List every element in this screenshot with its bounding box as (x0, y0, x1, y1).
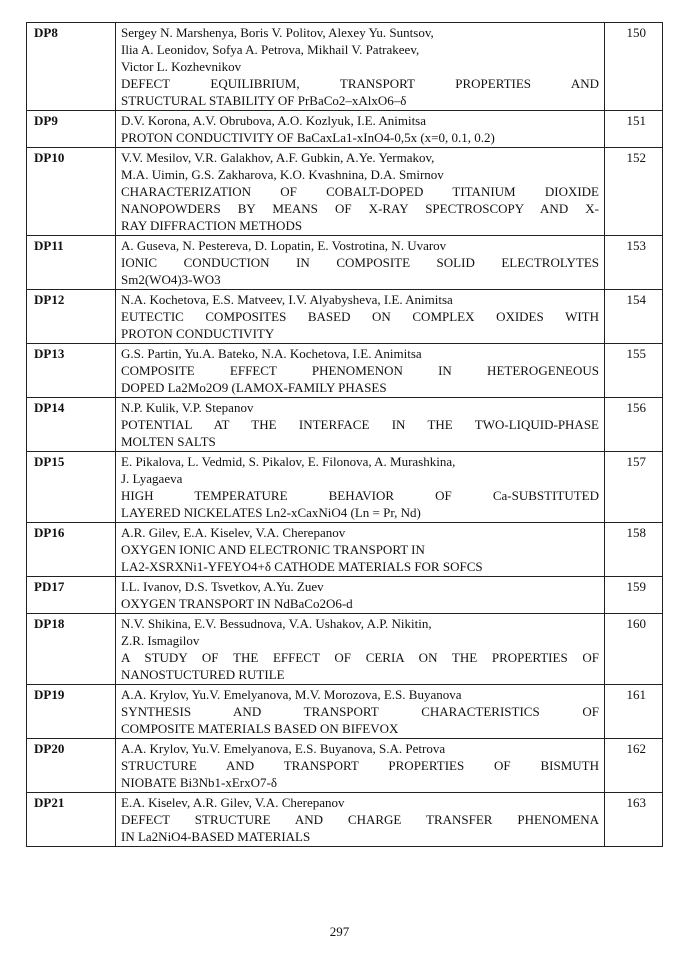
contents-row (27, 398, 663, 452)
entry-line: COMPOSITE MATERIALS BASED ON BIFEVOX (121, 721, 399, 736)
entry-line: N.A. Kochetova, E.S. Matveev, I.V. Alyabysheva, I.E. Animitsa (121, 292, 453, 307)
entry-line: NANOPOWDERS BY MEANS OF X-RAY SPECTROSCOPY AND X- (121, 201, 599, 216)
entry-page: 160 (605, 614, 663, 685)
entry-line: IONIC CONDUCTION IN COMPOSITE SOLID ELECTROLYTES (121, 255, 599, 270)
entry-text (116, 23, 605, 111)
contents-row (27, 148, 663, 236)
entry-text (116, 685, 605, 739)
entry-code: DP14 (27, 398, 116, 452)
entry-code: DP8 (27, 23, 116, 111)
page-number: 297 (329, 924, 350, 939)
entry-page: 151 (605, 111, 663, 148)
entry-page: 155 (605, 344, 663, 398)
entry-page: 153 (605, 236, 663, 290)
entry-page: 157 (605, 452, 663, 523)
entry-text (116, 344, 605, 398)
contents-row (27, 685, 663, 739)
entry-line: STRUCTURE AND TRANSPORT PROPERTIES OF BISMUTH (121, 758, 599, 773)
entry-text (116, 111, 605, 148)
entry-line: DEFECT STRUCTURE AND CHARGE TRANSFER PHENOMENA (121, 812, 599, 827)
entry-line: Ilia A. Leonidov, Sofya A. Petrova, Mikhail V. Patrakeev, (121, 42, 420, 57)
entry-line: DOPED La2Mo2O9 (LAMOX-FAMILY PHASES (121, 380, 387, 395)
entry-line: G.S. Partin, Yu.A. Bateko, N.A. Kochetova, I.E. Animitsa (121, 346, 422, 361)
entry-line: IN La2NiO4-BASED MATERIALS (121, 829, 311, 844)
contents-row (27, 739, 663, 793)
entry-line: COMPOSITE EFFECT PHENOMENON IN HETEROGENEOUS (121, 363, 599, 378)
entry-line: RAY DIFFRACTION METHODS (121, 218, 303, 233)
entry-line: OXYGEN IONIC AND ELECTRONIC TRANSPORT IN (121, 542, 425, 557)
entry-page: 150 (605, 23, 663, 111)
contents-row (27, 290, 663, 344)
entry-page: 156 (605, 398, 663, 452)
entry-line: POTENTIAL AT THE INTERFACE IN THE TWO-LIQUID-PHASE (121, 417, 599, 432)
entry-line: NANOSTUCTURED RUTILE (121, 667, 285, 682)
entry-text (116, 739, 605, 793)
entry-line: NIOBATE Bi3Nb1-xErxO7-δ (121, 775, 277, 790)
entry-line: HIGH TEMPERATURE BEHAVIOR OF Ca-SUBSTITUTED (121, 488, 599, 503)
entry-code: DP10 (27, 148, 116, 236)
entry-line: A.R. Gilev, E.A. Kiselev, V.A. Cherepanov (121, 525, 346, 540)
entry-text (116, 290, 605, 344)
entry-line: E.A. Kiselev, A.R. Gilev, V.A. Cherepanov (121, 795, 345, 810)
entry-code: DP11 (27, 236, 116, 290)
entry-page: 159 (605, 577, 663, 614)
entry-line: PROTON CONDUCTIVITY (121, 326, 275, 341)
entry-code: DP16 (27, 523, 116, 577)
entry-line: N.V. Shikina, E.V. Bessudnova, V.A. Ushakov, A.P. Nikitin, (121, 616, 432, 631)
entry-text (116, 148, 605, 236)
entry-line: N.P. Kulik, V.P. Stepanov (121, 400, 254, 415)
entry-code: DP18 (27, 614, 116, 685)
entry-text (116, 398, 605, 452)
entry-line: Victor L. Kozhevnikov (121, 59, 242, 74)
entry-line: DEFECT EQUILIBRIUM, TRANSPORT PROPERTIES AND (121, 76, 599, 91)
entry-line: D.V. Korona, A.V. Obrubova, A.O. Kozlyuk, I.E. Animitsa (121, 113, 427, 128)
entry-line: M.A. Uimin, G.S. Zakharova, K.O. Kvashnina, D.A. Smirnov (121, 167, 444, 182)
contents-row (27, 236, 663, 290)
entry-line: LAYERED NICKELATES Ln2-xCaxNiO4 (Ln = Pr, Nd) (121, 505, 421, 520)
entry-line: STRUCTURAL STABILITY OF PrBaCo2–xAlxO6–δ (121, 93, 407, 108)
entry-line: CHARACTERIZATION OF COBALT-DOPED TITANIUM DIOXIDE (121, 184, 599, 199)
contents-row (27, 577, 663, 614)
contents-row (27, 344, 663, 398)
entry-line: OXYGEN TRANSPORT IN NdBaCo2O6-d (121, 596, 353, 611)
entry-code: DP12 (27, 290, 116, 344)
entry-page: 152 (605, 148, 663, 236)
entry-text (116, 577, 605, 614)
contents-row (27, 23, 663, 111)
entry-line: SYNTHESIS AND TRANSPORT CHARACTERISTICS OF (121, 704, 599, 719)
entry-line: E. Pikalova, L. Vedmid, S. Pikalov, E. Filonova, A. Murashkina, (121, 454, 456, 469)
entry-line: Z.R. Ismagilov (121, 633, 200, 648)
entry-page: 158 (605, 523, 663, 577)
entry-page: 162 (605, 739, 663, 793)
entry-line: PROTON CONDUCTIVITY OF BaCaxLa1-xInO4-0,5x (x=0, 0.1, 0.2) (121, 130, 495, 145)
contents-table (26, 22, 663, 847)
entry-line: A.A. Krylov, Yu.V. Emelyanova, M.V. Morozova, E.S. Buyanova (121, 687, 462, 702)
contents-row (27, 111, 663, 148)
entry-text (116, 236, 605, 290)
entry-line: LA2-XSRXNi1-YFEYO4+δ CATHODE MATERIALS FOR SOFCS (121, 559, 483, 574)
entry-page: 161 (605, 685, 663, 739)
entry-line: V.V. Mesilov, V.R. Galakhov, A.F. Gubkin, A.Ye. Yermakov, (121, 150, 435, 165)
entry-page: 154 (605, 290, 663, 344)
entry-code: DP19 (27, 685, 116, 739)
contents-row (27, 614, 663, 685)
entry-line: EUTECTIC COMPOSITES BASED ON COMPLEX OXIDES WITH (121, 309, 599, 324)
entry-text (116, 452, 605, 523)
entry-code: DP9 (27, 111, 116, 148)
entry-code: DP21 (27, 793, 116, 847)
entry-page: 163 (605, 793, 663, 847)
entry-line: A.A. Krylov, Yu.V. Emelyanova, E.S. Buyanova, S.A. Petrova (121, 741, 446, 756)
entry-text (116, 793, 605, 847)
entry-code: PD17 (27, 577, 116, 614)
entry-line: A STUDY OF THE EFFECT OF CERIA ON THE PROPERTIES OF (121, 650, 599, 665)
entry-line: MOLTEN SALTS (121, 434, 216, 449)
entry-code: DP13 (27, 344, 116, 398)
contents-row (27, 523, 663, 577)
entry-code: DP15 (27, 452, 116, 523)
entry-line: A. Guseva, N. Pestereva, D. Lopatin, E. Vostrotina, N. Uvarov (121, 238, 447, 253)
entry-line: Sergey N. Marshenya, Boris V. Politov, Alexey Yu. Suntsov, (121, 25, 434, 40)
contents-row (27, 793, 663, 847)
entry-line: J. Lyagaeva (121, 471, 183, 486)
entry-code: DP20 (27, 739, 116, 793)
entry-text (116, 614, 605, 685)
entry-text (116, 523, 605, 577)
contents-row (27, 452, 663, 523)
entry-line: Sm2(WO4)3-WO3 (121, 272, 221, 287)
entry-line: I.L. Ivanov, D.S. Tsvetkov, A.Yu. Zuev (121, 579, 324, 594)
